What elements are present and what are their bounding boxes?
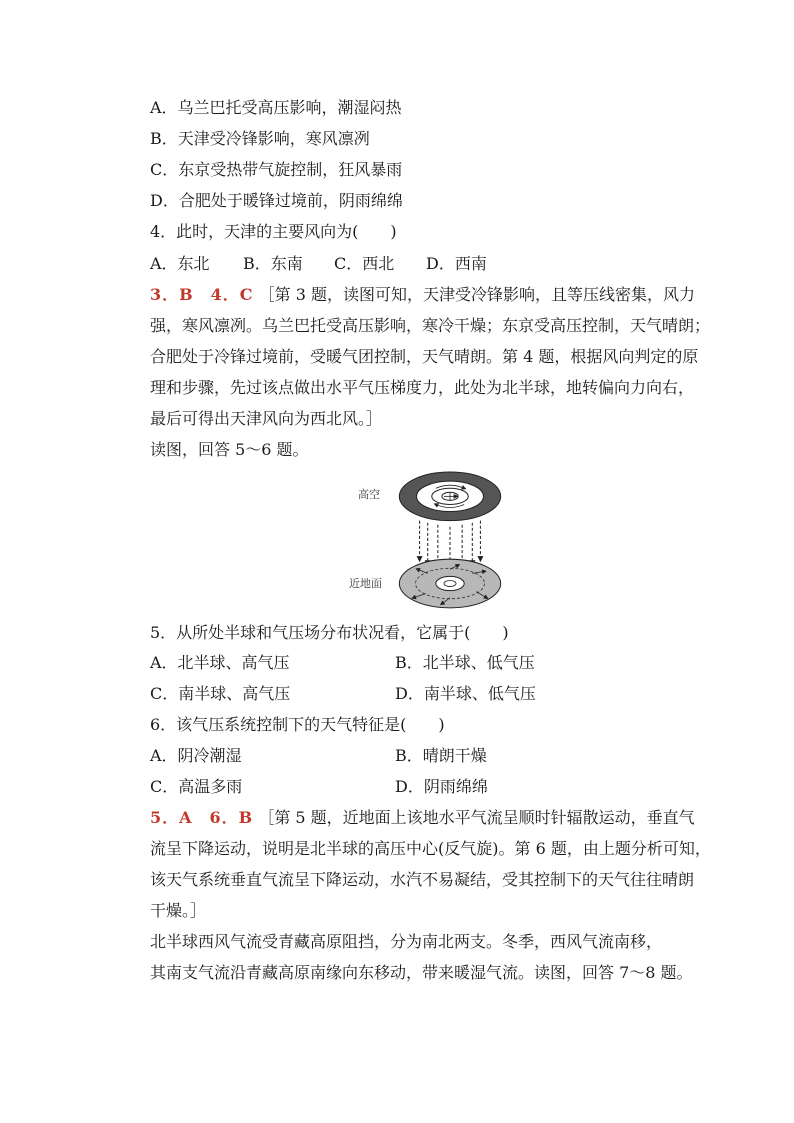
answer-5-6-line-2: 流呈下降运动，说明是北半球的高压中心(反气旋)。第 6 题，由上题分析可知， bbox=[150, 839, 711, 858]
answer-5-6-text-1: ［第 5 题，近地面上该地水平气流呈顺时针辐散运动，垂直气 bbox=[258, 808, 695, 827]
intro-7-8-line-2: 其南支气流沿青藏高原南缘向东移动，带来暖湿气流。读图，回答 7～8 题。 bbox=[150, 963, 693, 982]
answer-3-4-line-5: 最后可得出天津风向为西北风。］ bbox=[150, 409, 383, 428]
answer-3-4-line-3: 合肥处于冷锋过境前，受暖气团控制，天气晴朗。第 4 题，根据风向判定的原 bbox=[150, 347, 699, 366]
q5-stem: 5．从所处半球和气压场分布状况看，它属于( ) bbox=[150, 623, 509, 642]
answer-3-4-line-2: 强，寒风凛冽。乌兰巴托受高压影响，寒冷干燥；东京受高压控制，天气晴朗； bbox=[150, 316, 711, 335]
q3-option-a: A．乌兰巴托受高压影响，潮湿闷热 bbox=[150, 98, 402, 117]
answer-5-6-line-1 bbox=[150, 808, 695, 828]
upper-air-disk bbox=[399, 472, 500, 521]
q3-option-d: D．合肥处于暖锋过境前，阴雨绵绵 bbox=[150, 191, 403, 210]
figure-label-surface: 近地面 bbox=[349, 577, 382, 590]
q5-option-a: A．北半球、高气压 bbox=[150, 653, 290, 672]
answer-3-4-line-4: 理和步骤，先过该点做出水平气压梯度力，此处为北半球，地转偏向力向右， bbox=[150, 378, 695, 397]
figure-label-upper: 高空 bbox=[358, 488, 380, 501]
answer-5-6-line-4: 干燥。］ bbox=[150, 901, 207, 920]
answer-3-4-line-1 bbox=[150, 285, 695, 305]
q4-option-c: C．西北 bbox=[334, 254, 395, 273]
pressure-system-diagram bbox=[380, 470, 520, 620]
q6-option-c: C．高温多雨 bbox=[150, 777, 243, 796]
answer-5-6-line-3: 该天气系统垂直气流呈下降运动，水汽不易凝结，受其控制下的天气往往晴朗 bbox=[150, 870, 695, 889]
q4-option-b: B．东南 bbox=[243, 254, 303, 273]
q5-option-d: D．南半球、低气压 bbox=[395, 684, 536, 703]
q6-stem: 6．该气压系统控制下的天气特征是( ) bbox=[150, 715, 445, 734]
q6-option-d: D．阴雨绵绵 bbox=[395, 777, 488, 796]
q5-option-b: B．北半球、低气压 bbox=[395, 653, 535, 672]
intro-7-8-line-1: 北半球西风气流受青藏高原阻挡，分为南北两支。冬季，西风气流南移， bbox=[150, 932, 663, 951]
q4-option-d: D．西南 bbox=[426, 254, 487, 273]
intro-5-6: 读图，回答 5～6 题。 bbox=[150, 440, 309, 459]
q5-option-c: C．南半球、高气压 bbox=[150, 684, 291, 703]
q3-option-c: C．东京受热带气旋控制，狂风暴雨 bbox=[150, 160, 403, 179]
q4-option-a: A．东北 bbox=[150, 254, 210, 273]
q4-stem: 4．此时，天津的主要风向为( ) bbox=[150, 222, 397, 241]
answer-3-4-text-1: ［第 3 题，读图可知，天津受冷锋影响，且等压线密集，风力 bbox=[258, 285, 695, 304]
q6-option-b: B．晴朗干燥 bbox=[395, 746, 487, 765]
answer-key-3-4: 3．B 4．C bbox=[150, 285, 254, 304]
q3-option-b: B．天津受冷锋影响，寒风凛冽 bbox=[150, 129, 370, 148]
answer-key-5-6: 5．A 6．B bbox=[150, 808, 254, 827]
surface-disk bbox=[399, 559, 500, 608]
q6-option-a: A．阴冷潮湿 bbox=[150, 746, 242, 765]
